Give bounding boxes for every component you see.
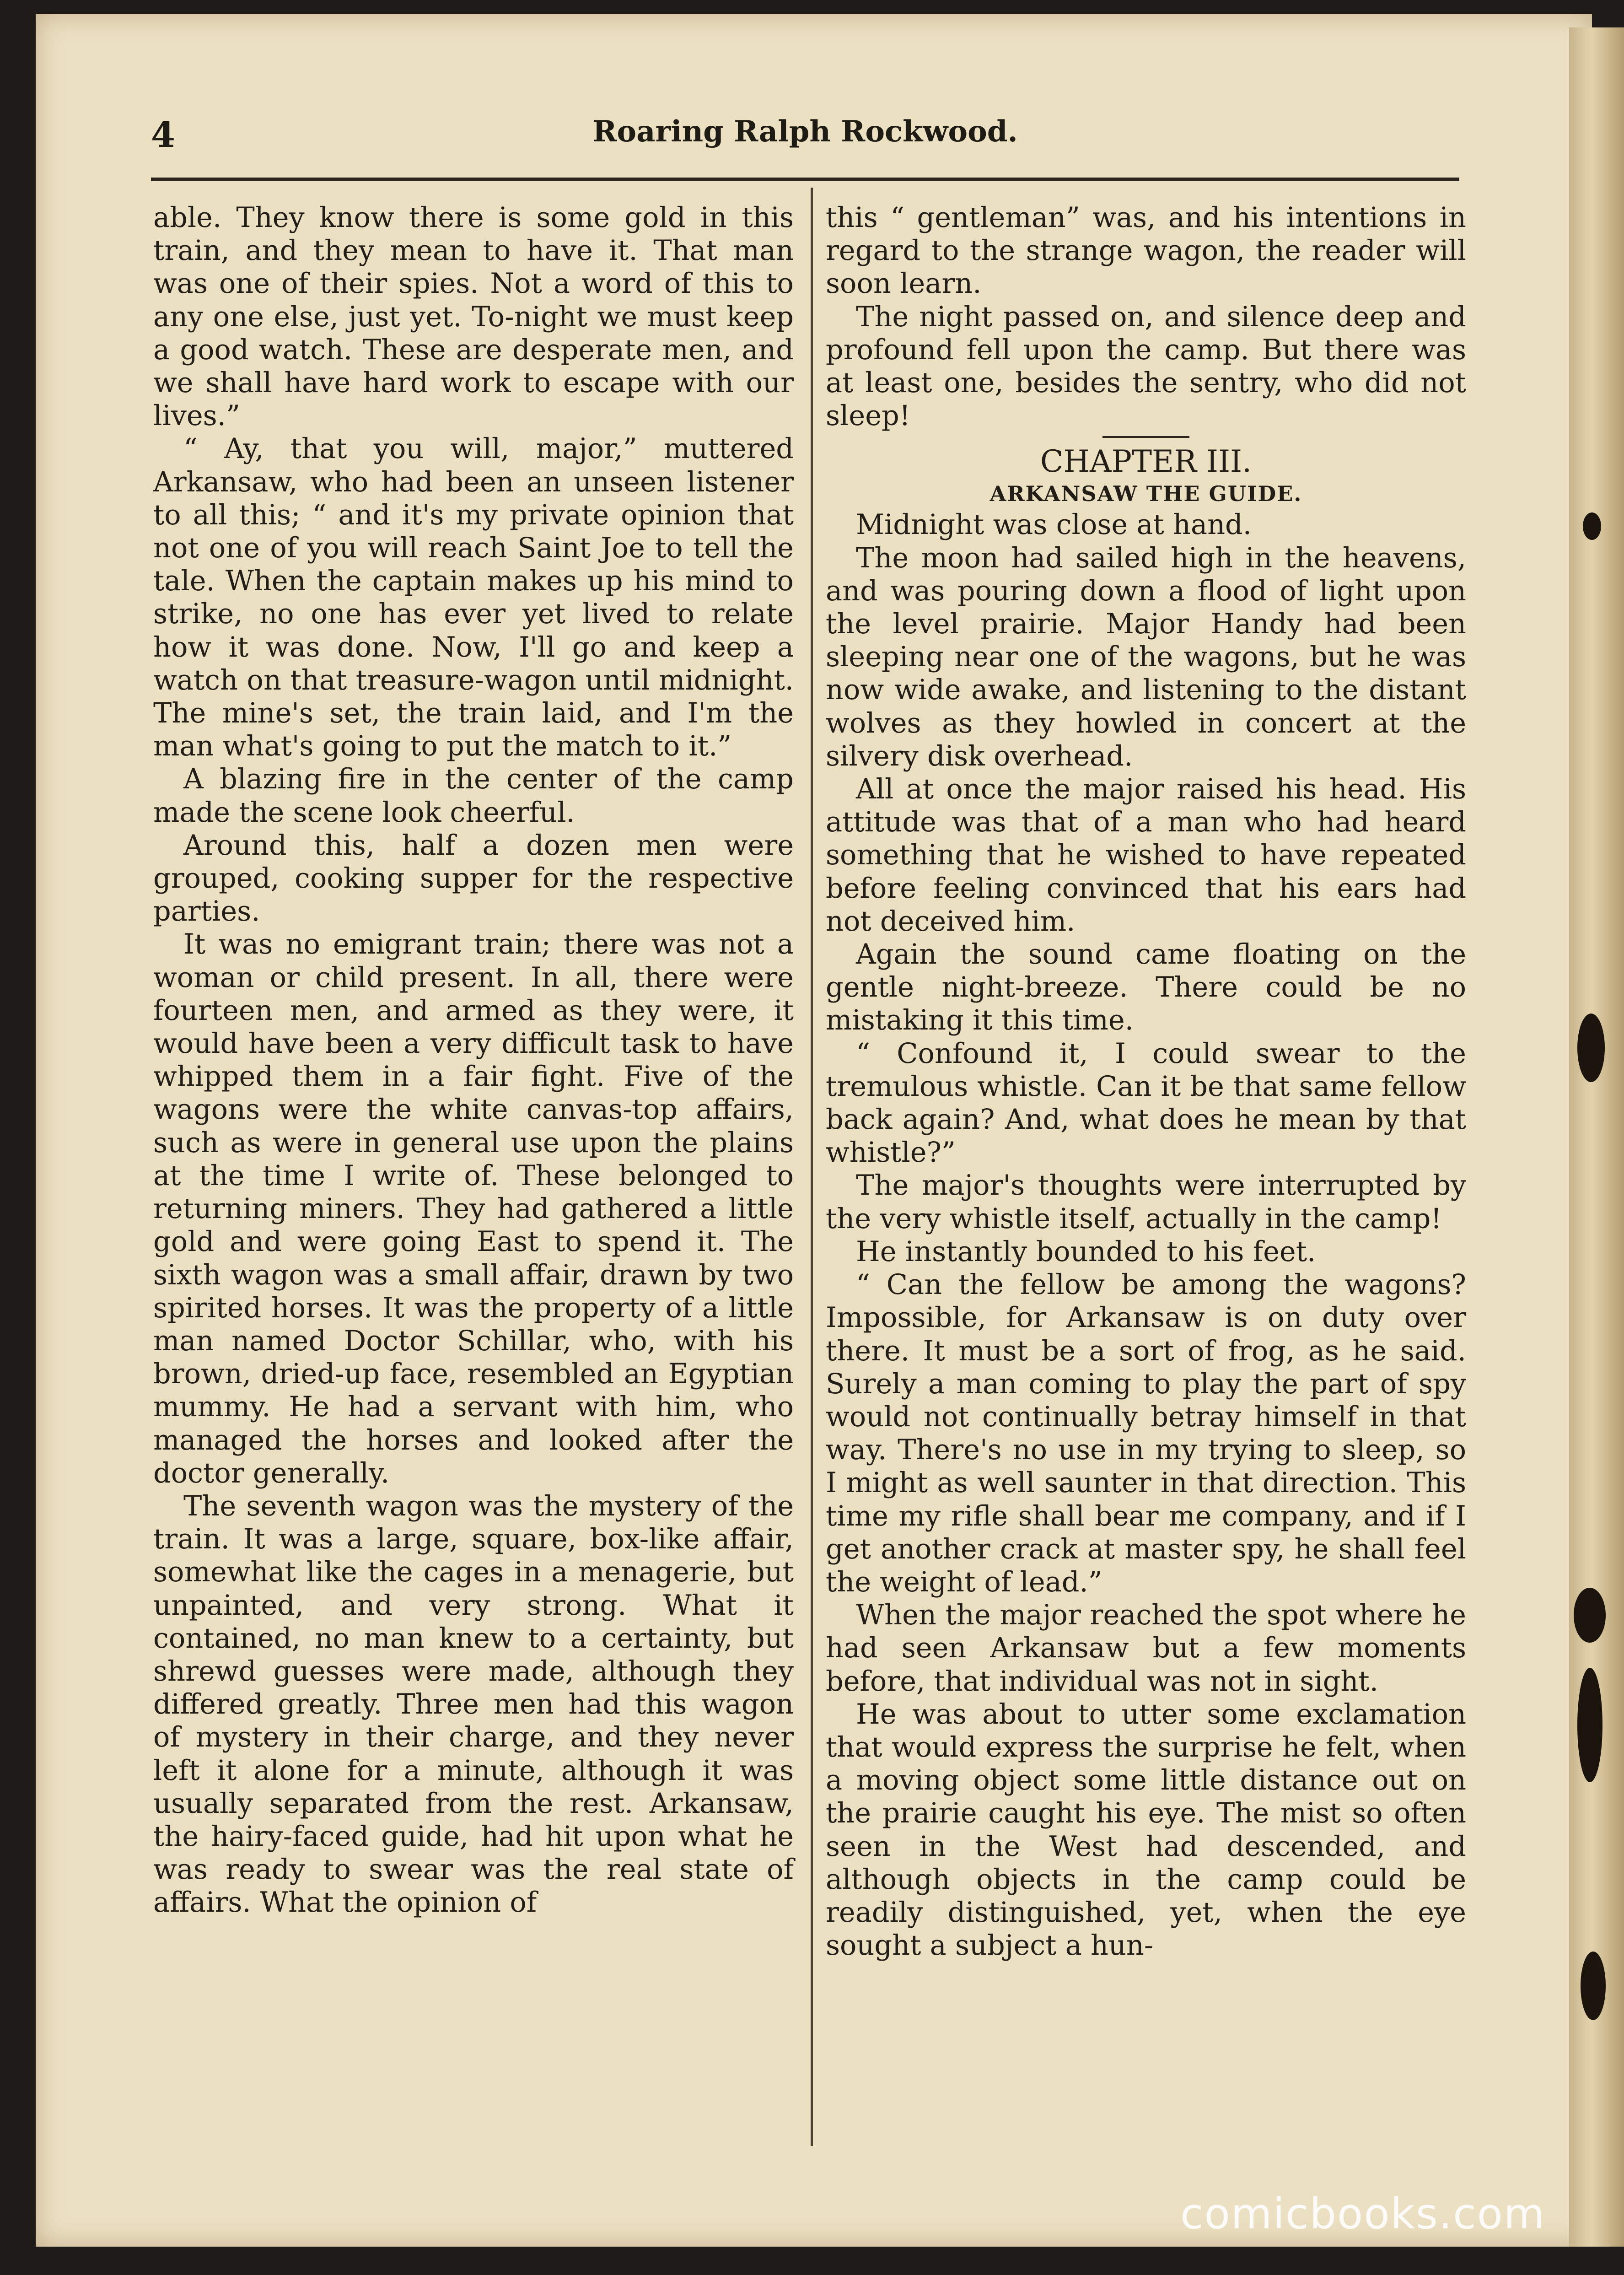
page-number: 4 (151, 114, 175, 155)
left-column (153, 201, 794, 1919)
chapter-subtitle: ARKANSAW THE GUIDE. (989, 481, 1302, 507)
paragraph: The major's thoughts were interrupted by the very whistle itself, actually in the camp! (826, 1170, 1466, 1235)
paragraph: A blazing fire in the center of the camp made the scene look cheerful. (153, 763, 794, 829)
chapter-rule (1102, 436, 1189, 438)
paragraph: Again the sound came floating on the gentle night-breeze. There could be no mistaking it this time. (826, 938, 1466, 1037)
paragraph: All at once the major raised his head. His attitude was that of a man who had heard something that he wished to have repeated before feeling convinced that his ears had not deceived him. (826, 773, 1466, 938)
paragraph: Midnight was close at hand. (856, 509, 1252, 541)
paragraph: The seventh wagon was the mystery of the train. It was a large, square, box-like affair, somewhat like the cages in a menagerie, but unpainted, and very strong. What it contained, no man knew to a certainty, but shrewd guesses were made, although they differed greatly. Three men had this wagon of mystery in their charge, and they never left it alone for a minute, although it was usually separated from the rest. Arkansaw, the hairy-faced guide, had hit upon what he was ready to swear was the real state of affairs. What the opinion of (153, 1490, 794, 1919)
paragraph: He was about to utter some exclamation that would express the surprise he felt, when a moving object some little distance out on the prairie caught his eye. The mist so often seen in the West had descended, and although objects in the camp could be readily distinguished, yet, when the eye sought a subject a hun- (826, 1698, 1466, 1962)
damage-spot (1581, 1952, 1606, 2020)
column-divider (811, 188, 813, 2146)
paragraph: He instantly bounded to his feet. (856, 1235, 1316, 1268)
paragraph: “ Confound it, I could swear to the tremulous whistle. Can it be that same fellow back again? And, what does he mean by that whistle?” (826, 1037, 1466, 1169)
running-title: Roaring Ralph Rockwood. (592, 114, 1018, 149)
header-rule (151, 178, 1459, 181)
damage-spot (1574, 1588, 1606, 1643)
paragraph: “ Ay, that you will, major,” muttered Arkansaw, who had been an unseen listener to all this; “ and it's my private opinion that not one of you will reach Saint Joe to tell the tale. When the captain makes up his mind to strike, no one has ever yet lived to relate how it was done. Now, I'll go and keep a watch on that treasure-wagon until midnight. The mine's set, the train laid, and I'm the man what's going to put the match to it.” (153, 433, 794, 763)
damage-spot (1583, 512, 1601, 540)
chapter-title: CHAPTER III. (1040, 444, 1252, 480)
paragraph: The moon had sailed high in the heavens, and was pouring down a flood of light upon the level prairie. Major Handy had been sleeping near one of the wagons, but he was now wide awake, and listening to the distant wolves as they howled in concert at the silvery disk overhead. (826, 542, 1466, 772)
right-column (826, 201, 1466, 1962)
paragraph: “ Can the fellow be among the wagons? Impossible, for Arkansaw is on duty over there. It must be a sort of frog, as he said. Surely a man coming to play the part of spy would not continually betray himself in that way. There's no use in my trying to sleep, so I might as well saunter in that direction. This time my rifle shall bear me company, and if I get another crack at master spy, he shall feel the weight of lead.” (826, 1269, 1466, 1598)
paragraph: this “ gentleman” was, and his intentions in regard to the strange wagon, the reader will soon learn. (826, 202, 1466, 300)
damage-spot (1577, 1014, 1605, 1082)
damage-spot (1577, 1668, 1602, 1782)
page-edge (1569, 27, 1624, 2247)
paragraph: able. They know there is some gold in this train, and they mean to have it. That man was one of their spies. Not a word of this to any one else, just yet. To-night we must keep a good watch. These are desperate men, and we shall have hard work to escape with our lives.” (153, 202, 794, 432)
paragraph: Around this, half a dozen men were grouped, cooking supper for the respective parties. (153, 829, 794, 928)
page-header (151, 114, 1459, 165)
watermark: comicbooks.com (1180, 2189, 1546, 2238)
paragraph: The night passed on, and silence deep and profound fell upon the camp. But there was at least one, besides the sentry, who did not sleep! (826, 301, 1466, 432)
paragraph: When the major reached the spot where he had seen Arkansaw but a few moments before, that individual was not in sight. (826, 1599, 1466, 1698)
paragraph: It was no emigrant train; there was not a woman or child present. In all, there were fourteen men, and armed as they were, it would have been a very difficult task to have whipped them in a fair fight. Five of the wagons were the white canvas-top affairs, such as were in general use upon the plains at the time I write of. These belonged to returning miners. They had gathered a little gold and were going East to spend it. The sixth wagon was a small affair, drawn by two spirited horses. It was the property of a little man named Doctor Schillar, who, with his brown, dried-up face, resembled an Egyptian mummy. He had a servant with him, who managed the horses and looked after the doctor generally. (153, 928, 794, 1489)
